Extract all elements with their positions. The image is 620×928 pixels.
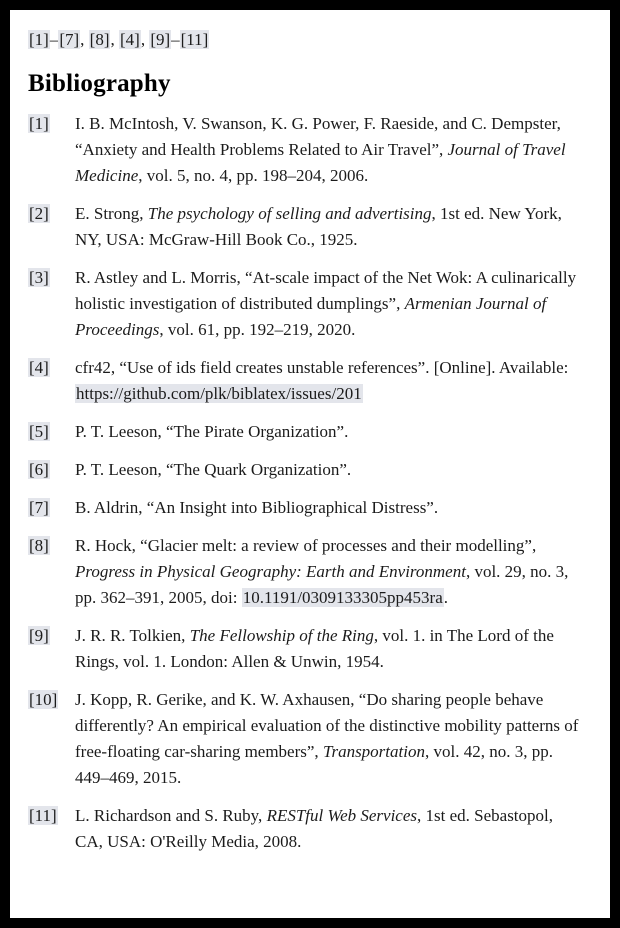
citation-separator: , <box>110 30 119 49</box>
bib-entry-label-column <box>28 419 75 445</box>
citation-ref-link[interactable]: [11] <box>180 30 209 49</box>
bib-entry-number-link[interactable]: [8] <box>29 536 49 555</box>
bib-entry-text <box>75 623 580 675</box>
text-segment: , vol. 61, pp. 192–219, 2020. <box>159 320 356 339</box>
work-title-italic: The Fellowship of the Ring <box>189 626 374 645</box>
text-segment: R. Astley and L. Morris, “At-scale impact of the Net Wok: A culinarically holistic investigation of distributed dumplings”, <box>75 268 577 313</box>
pdf-page <box>10 10 610 918</box>
citation-separator: – <box>171 30 180 49</box>
bib-entry-number-link[interactable]: [4] <box>29 358 49 377</box>
work-title-italic: Transportation <box>322 742 425 761</box>
bib-entry-label-column <box>28 355 75 407</box>
text-segment: P. T. Leeson, “The Quark Organization”. <box>75 460 352 479</box>
text-segment: R. Hock, “Glacier melt: a review of processes and their modelling”, <box>75 536 537 555</box>
text-segment: , 1st ed. New York, NY, USA: McGraw-Hill Book Co., 1925. <box>75 204 562 249</box>
citation-ref-link[interactable]: [1] <box>29 30 49 49</box>
text-segment: I. B. McIntosh, V. Swanson, K. G. Power, F. Raeside, and C. Dempster, “Anxiety and Health Problems Related to Air Travel”, <box>75 114 561 159</box>
bibliography-list <box>28 111 586 855</box>
bib-entry <box>28 355 586 407</box>
citation-ref-link[interactable]: [8] <box>89 30 110 49</box>
bib-entry-text <box>75 495 580 521</box>
work-title-italic: RESTful Web Services <box>266 806 418 825</box>
bib-entry-text <box>75 355 580 407</box>
bib-entry <box>28 623 586 675</box>
bib-entry-label-column <box>28 533 75 611</box>
bib-entry-number-link[interactable]: [1] <box>29 114 49 133</box>
text-segment: B. Aldrin, “An Insight into Bibliographical Distress”. <box>75 498 439 517</box>
text-segment: E. Strong, <box>75 204 148 223</box>
bib-entry-number-link[interactable]: [10] <box>29 690 58 709</box>
bib-entry-text <box>75 803 580 855</box>
bib-entry-label-column <box>28 495 75 521</box>
bib-entry-label-column <box>28 111 75 189</box>
bib-entry <box>28 111 586 189</box>
citation-separator: – <box>49 30 59 49</box>
bib-entry <box>28 457 586 483</box>
bib-entry-label-column <box>28 201 75 253</box>
url-link[interactable]: https://github.com/plk/biblatex/issues/201 <box>76 384 362 403</box>
bib-entry <box>28 803 586 855</box>
text-segment: J. Kopp, R. Gerike, and K. W. Axhausen, “Do sharing people behave differently? An empirical evaluation of the distinctive mobility patterns of free-floating car-sharing members”, <box>75 690 579 761</box>
bib-entry-text <box>75 533 580 611</box>
bib-entry-label-column <box>28 623 75 675</box>
bib-entry-label-column <box>28 265 75 343</box>
text-segment: , vol. 1. in The Lord of the Rings, vol. 1. London: Allen & Unwin, 1954. <box>75 626 554 671</box>
bib-entry-text <box>75 201 580 253</box>
bib-entry-number-link[interactable]: [5] <box>29 422 49 441</box>
bib-entry-number-link[interactable]: [2] <box>29 204 49 223</box>
text-segment: cfr42, “Use of ids field creates unstable references”. [Online]. Available: <box>75 358 569 377</box>
citation-ref-link[interactable]: [4] <box>119 30 140 49</box>
bib-entry-number-link[interactable]: [11] <box>29 806 57 825</box>
bib-entry-label-column <box>28 457 75 483</box>
bib-entry <box>28 687 586 791</box>
text-segment: L. Richardson and S. Ruby, <box>75 806 267 825</box>
text-segment: J. R. R. Tolkien, <box>75 626 190 645</box>
bib-entry <box>28 419 586 445</box>
bib-entry-text <box>75 687 580 791</box>
work-title-italic: Progress in Physical Geography: Earth and Environment <box>75 562 466 581</box>
bib-entry-text <box>75 419 580 445</box>
bib-entry-text <box>75 265 580 343</box>
bib-entry <box>28 201 586 253</box>
work-title-italic: Journal of Travel Medicine <box>75 140 566 185</box>
url-link[interactable]: 10.1191/0309133305pp453ra <box>242 588 443 607</box>
citation-ref-link[interactable]: [7] <box>59 30 80 49</box>
bib-entry <box>28 533 586 611</box>
bib-entry-number-link[interactable]: [3] <box>29 268 49 287</box>
text-segment: P. T. Leeson, “The Pirate Organization”. <box>75 422 349 441</box>
bib-entry <box>28 265 586 343</box>
work-title-italic: Armenian Journal of Proceedings <box>75 294 547 339</box>
bib-entry-text <box>75 457 580 483</box>
citation-ref-link[interactable]: [9] <box>150 30 171 49</box>
text-segment: , 1st ed. Sebastopol, CA, USA: O'Reilly Media, 2008. <box>75 806 554 851</box>
bib-entry-label-column <box>28 687 75 791</box>
bib-entry-number-link[interactable]: [6] <box>29 460 49 479</box>
work-title-italic: The psychology of selling and advertising <box>147 204 432 223</box>
bib-entry <box>28 495 586 521</box>
text-segment: , vol. 29, no. 3, pp. 362–391, 2005, doi: <box>75 562 569 607</box>
bib-entry-label-column <box>28 803 75 855</box>
citation-line <box>28 27 586 53</box>
text-segment: . <box>443 588 449 607</box>
bibliography-heading: Bibliography <box>28 70 171 97</box>
citation-separator: , <box>140 30 150 49</box>
text-segment: , vol. 42, no. 3, pp. 449–469, 2015. <box>75 742 553 787</box>
bib-entry-number-link[interactable]: [9] <box>29 626 49 645</box>
bib-entry-number-link[interactable]: [7] <box>29 498 49 517</box>
bib-entry-text <box>75 111 580 189</box>
citation-separator: , <box>80 30 89 49</box>
text-segment: , vol. 5, no. 4, pp. 198–204, 2006. <box>138 166 369 185</box>
